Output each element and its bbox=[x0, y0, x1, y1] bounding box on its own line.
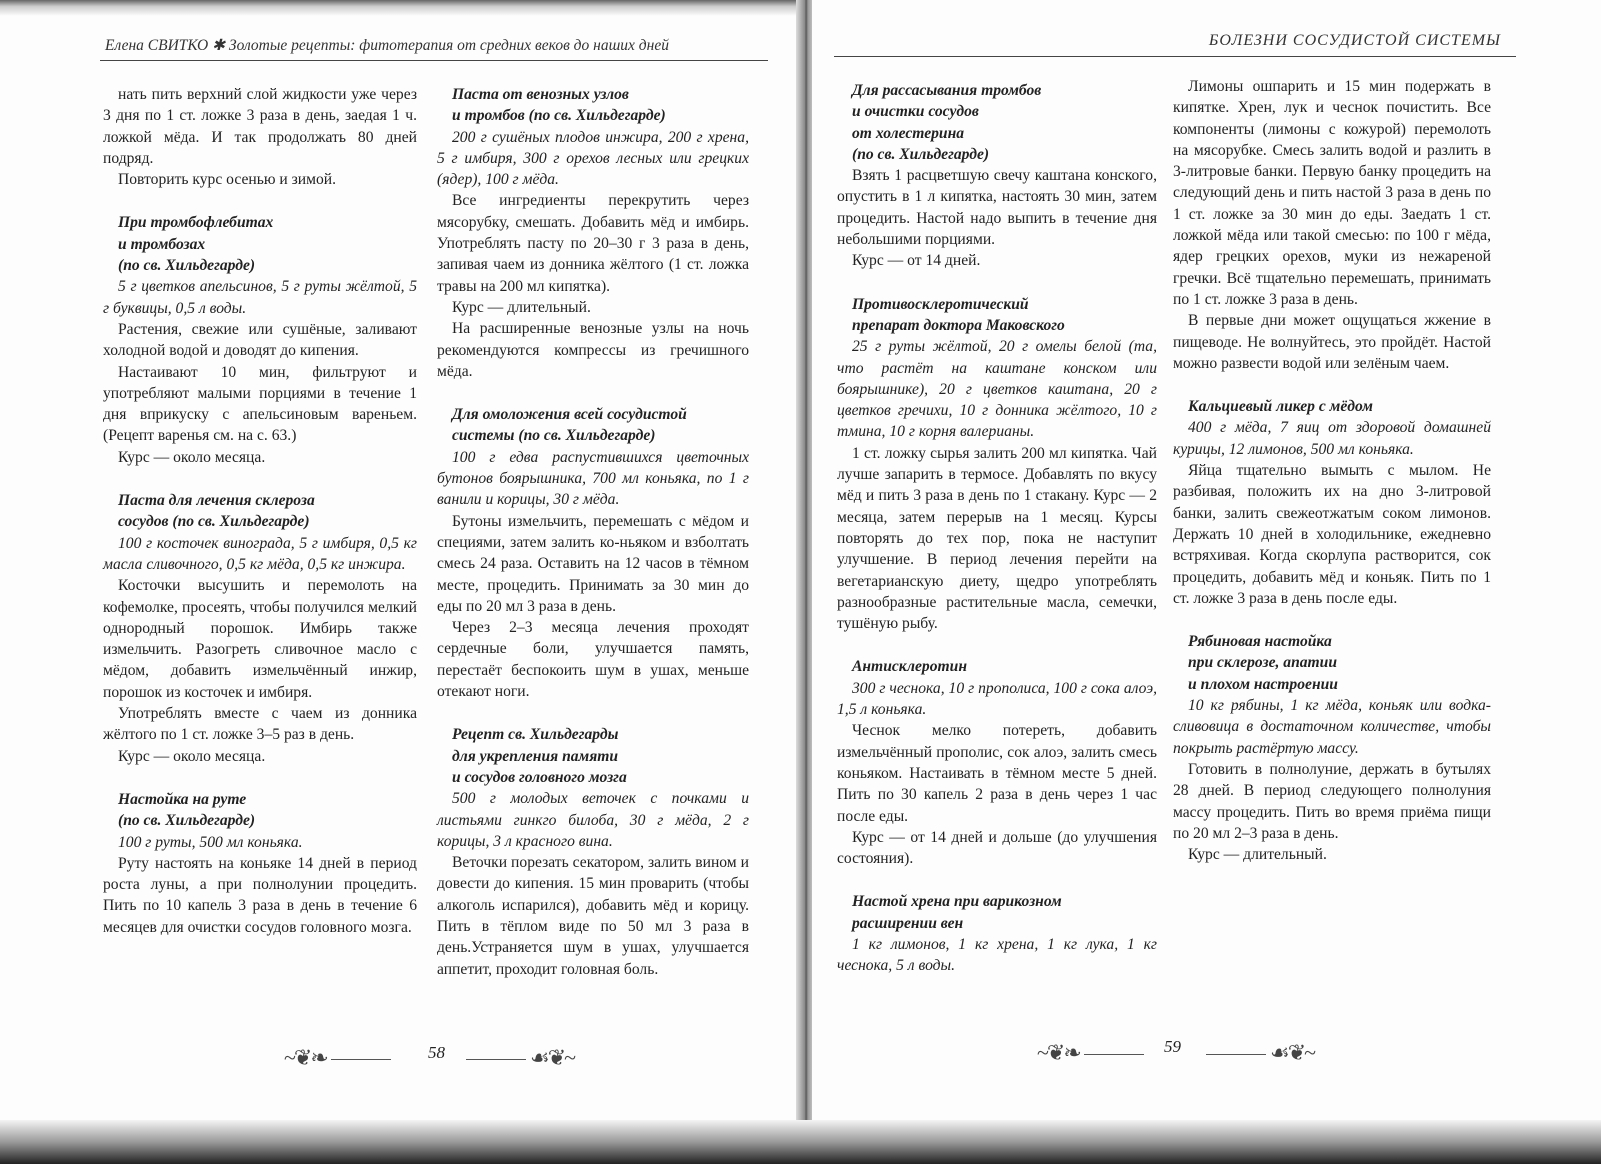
header-rule bbox=[100, 60, 768, 61]
recipe-heading-line: при склерозе, апатии bbox=[1188, 654, 1338, 672]
body-paragraph: 1 ст. ложку сырья залить 200 мл кипятка. Чай лучше запарить в термосе. Добавлять по вкусу мёд и пить 3 раза в день по 1 стакану. Курс — 2 месяца, затем перерыв на 1 месяц. Курсы повторять до тех пор, пока не наступит улучшение. В период лечения перейти на вегетарианскую диету, щедро употреблять разнообразные растительные масла, семечки, тушёную рыбу. bbox=[837, 444, 1157, 633]
recipe-heading-line: (по св. Хильдегарде) bbox=[118, 812, 256, 830]
running-head: БОЛЕЗНИ СОСУДИСТОЙ СИСТЕМЫ bbox=[1208, 32, 1501, 49]
text-column bbox=[103, 84, 417, 938]
recipe-heading bbox=[837, 294, 1157, 337]
page-shadow bbox=[0, 1120, 1601, 1164]
running-head: Елена СВИТКО ✱ Золотые рецепты: фитотерапия от средних веков до наших дней bbox=[105, 37, 669, 54]
ornament-icon: ~❦❧ bbox=[284, 1045, 395, 1071]
ingredients-text: 25 г руты жёлтой, 20 г омелы белой (та, что растёт на каштане конском или боярышнике), 20 г цветков каштана, 20 г цветков гречихи, 10 г донника жёлтого, 10 г тмина, 10 г корня валерианы. bbox=[837, 338, 1157, 441]
body-paragraph: Через 2–3 месяца лечения проходят сердечные боли, улучшается память, перестаёт беспокоить шум в ушах, меньше отекают ноги. bbox=[437, 619, 749, 701]
ingredients-text: 100 г руты, 500 мл коньяка. bbox=[118, 833, 303, 851]
body-paragraph: В первые дни может ощущаться жжение в пищеводе. Не волнуйтесь, это пройдёт. Настой можно развести водой или зелёным чаем. bbox=[1173, 312, 1491, 372]
body-paragraph: Курс — длительный. bbox=[1188, 846, 1327, 864]
ornament-icon: ☙❦~ bbox=[462, 1045, 574, 1071]
text-column bbox=[1173, 76, 1491, 865]
recipe-heading-line: Противосклеротический bbox=[852, 295, 1029, 313]
recipe-heading bbox=[437, 404, 749, 447]
recipe-heading bbox=[103, 490, 417, 533]
recipe-heading-line: и плохом настроении bbox=[1188, 675, 1338, 693]
ingredients-text: 10 кг рябины, 1 кг мёда, коньяк или водка-сливовица в достаточном количестве, чтобы покрыть растёртую массу. bbox=[1173, 697, 1491, 757]
recipe-heading-line: и тромбозах bbox=[118, 235, 206, 253]
recipe-heading-line: Антисклеротин bbox=[852, 658, 967, 676]
body-paragraph: Употреблять вместе с чаем из донника жёлтого по 1 ст. ложке 3–5 раз в день. bbox=[103, 705, 417, 744]
recipe-heading-line: от холестерина bbox=[852, 124, 965, 142]
body-paragraph: Взять 1 расцветшую свечу каштана конского, опустить в 1 л кипятка, настоять 30 мин, затем процедить. Настой надо выпить в течение дня небольшими порциями. bbox=[837, 167, 1157, 249]
recipe-heading-line: Паста от венозных узлов bbox=[452, 86, 629, 103]
body-paragraph: Курс — около месяца. bbox=[118, 448, 266, 466]
body-paragraph: Веточки порезать секатором, залить вином и довести до кипения. 15 мин проварить (чтобы алкоголь испарился), добавить мёд и корицу. Пить в тёплом виде по 50 мл 3 раза в день.Устраняется шум в ушах, улучшается аппетит, проходит головная боль. bbox=[437, 854, 749, 978]
recipe-heading bbox=[437, 84, 749, 127]
body-paragraph: нать пить верхний слой жидкости уже через 3 дня по 1 ст. ложке 3 раза в день, заедая 1 ч. ложкой мёда. И так продолжать 80 дней подряд. bbox=[103, 86, 417, 167]
recipe-heading-line: препарат доктора Маковского bbox=[852, 316, 1065, 334]
body-paragraph: Курс — длительный. bbox=[452, 298, 591, 316]
recipe-heading bbox=[837, 656, 1157, 677]
page-number: 59 bbox=[1164, 1037, 1181, 1056]
ingredients-text: 500 г молодых веточек с почками и листьями гинкго билоба, 30 г мёда, 2 г корицы, 3 л красного вина. bbox=[437, 790, 749, 850]
body-paragraph: Повторить курс осенью и зимой. bbox=[118, 171, 337, 189]
recipe-heading-line: и тромбов (по св. Хильдегарде) bbox=[452, 107, 666, 125]
body-paragraph: Настаивают 10 мин, фильтруют и употребляют малыми порциями в течение 1 дня вприкуску с апельсиновым вареньем. (Рецепт варенья см. на с. 63.) bbox=[103, 363, 417, 445]
recipe-heading bbox=[103, 789, 417, 832]
recipe-heading-line: Для рассасывания тромбов bbox=[852, 82, 1042, 99]
recipe-heading-line: (по св. Хильдегарде) bbox=[118, 257, 256, 275]
body-paragraph: Курс — от 14 дней и дольше (до улучшения состояния). bbox=[837, 828, 1157, 868]
recipe-heading bbox=[1173, 396, 1491, 417]
ingredients-text: 300 г чеснока, 10 г прополиса, 100 г сока алоэ, 1,5 л коньяка. bbox=[837, 679, 1157, 719]
header-rule bbox=[834, 56, 1516, 57]
ingredients-text: 100 г косточек винограда, 5 г имбиря, 0,5 кг масла сливочного, 0,5 кг мёда, 0,5 кг инжира. bbox=[103, 534, 417, 573]
left-page bbox=[0, 0, 800, 1164]
body-paragraph: На расширенные венозные узлы на ночь рекомендуются компрессы из гречишного мёда. bbox=[437, 320, 749, 380]
recipe-heading bbox=[1173, 631, 1491, 695]
recipe-heading-line: Паста для лечения склероза bbox=[118, 492, 315, 510]
recipe-heading bbox=[103, 212, 417, 276]
recipe-heading-line: Рябиновая настойка bbox=[1188, 633, 1332, 651]
ingredients-text: 5 г цветков апельсинов, 5 г руты жёлтой, 5 г буквицы, 0,5 л воды. bbox=[103, 278, 417, 317]
page-number: 58 bbox=[428, 1043, 445, 1062]
ingredients-text: 100 г едва распустившихся цветочных бутонов боярышника, 700 мл коньяка, по 1 г ванили и корицы, 30 г мёда. bbox=[437, 448, 749, 509]
recipe-heading-line: и сосудов головного мозга bbox=[452, 768, 627, 786]
ingredients-text: 200 г сушёных плодов инжира, 200 г хрена, 5 г имбиря, 300 г орехов лесных или грецких (ядер), 100 г мёда. bbox=[437, 128, 749, 189]
recipe-heading bbox=[837, 891, 1157, 934]
text-column bbox=[837, 80, 1157, 977]
recipe-heading-line: При тромбофлебитах bbox=[118, 214, 274, 232]
recipe-heading-line: для укрепления памяти bbox=[452, 747, 619, 765]
body-paragraph: Яйца тщательно вымыть с мылом. Не разбивая, положить их на дно 3-литровой банки, залить свежеотжатым соком лимонов. Держать 10 дней в холодильнике, ежедневно встряхивая. Когда скорлупа растворится, сок процедить, добавить мёд и коньяк. Пить по 1 ст. ложке 3 раза в день после еды. bbox=[1173, 462, 1491, 607]
recipe-heading-line: и очистки сосудов bbox=[852, 103, 979, 121]
body-paragraph: Курс — около месяца. bbox=[118, 747, 266, 765]
ornament-icon: ~❦❧ bbox=[1037, 1040, 1148, 1066]
body-paragraph: Лимоны ошпарить и 15 мин подержать в кипятке. Хрен, лук и чеснок почистить. Все компоненты (лимоны с кожурой) перемолоть на мясорубке. Смесь залить водой и разлить в 3-литровые банки. Первую банку процедить на следующий день и пить настой 3 раза в день по 1 ст. ложке за 30 мин до еды. Заедать 1 ст. ложкой мёда или такой смесью: по 100 г мёда, ядер грецких орехов, муки из нежареной гречки. Всё тщательно перемешать, принимать по 1 ст. ложке 3 раза в день. bbox=[1173, 78, 1491, 308]
recipe-heading-line: Кальциевый ликер с мёдом bbox=[1188, 398, 1373, 416]
body-paragraph: Косточки высушить и перемолоть на кофемолке, просеять, чтобы получился мелкий однородный порошок. Имбирь также измельчить. Разогреть сливочное масло с мёдом, добавить измельчённый инжир, порошок из косточек и имбиря. bbox=[103, 577, 417, 701]
body-paragraph: Руту настоять на коньяке 14 дней в период роста луны, а при полнолунии процедить. Пить по 10 капель 3 раза в день в течение 6 месяцев для очистки сосудов головного мозга. bbox=[103, 854, 417, 936]
body-paragraph: Все ингредиенты перекрутить через мясорубку, смешать. Добавить мёд и имбирь. Употреблять пасту по 20–30 г 3 раза в день, запивая чаем из донника жёлтого (1 ст. ложка травы на 200 мл кипятка). bbox=[437, 192, 749, 295]
recipe-heading-line: системы (по св. Хильдегарде) bbox=[452, 427, 656, 445]
right-page bbox=[812, 0, 1601, 1164]
recipe-heading-line: Для омоложения всей сосудистой bbox=[452, 406, 687, 424]
body-paragraph: Курс — от 14 дней. bbox=[852, 252, 981, 270]
recipe-heading-line: (по св. Хильдегарде) bbox=[852, 145, 990, 163]
recipe-heading-line: сосудов (по св. Хильдегарде) bbox=[118, 513, 310, 531]
recipe-heading-line: расширении вен bbox=[852, 914, 964, 932]
body-paragraph: Бутоны измельчить, перемешать с мёдом и специями, затем залить ко-ньяком и взболтать смесь 24 раза. Оставить на 12 часов в тёмном месте, процедить. Принимать за 30 мин до еды по 20 мл 3 раза в день. bbox=[437, 512, 749, 615]
ingredients-text: 1 кг лимонов, 1 кг хрена, 1 кг лука, 1 кг чеснока, 5 л воды. bbox=[837, 935, 1157, 975]
text-column bbox=[437, 84, 749, 980]
recipe-heading-line: Настойка на руте bbox=[118, 790, 247, 808]
body-paragraph: Растения, свежие или сушёные, заливают холодной водой и доводят до кипения. bbox=[103, 320, 417, 360]
recipe-heading bbox=[437, 724, 749, 788]
ingredients-text: 400 г мёда, 7 яиц от здоровой домашней курицы, 12 лимонов, 500 мл коньяка. bbox=[1173, 419, 1491, 458]
ornament-icon: ☙❦~ bbox=[1202, 1040, 1314, 1066]
body-paragraph: Готовить в полнолуние, держать в бутылях 28 дней. В период следующего полнолуния массу процедить. Пить во время приёма пищи по 20 мл 2–3 раза в день. bbox=[1173, 760, 1491, 842]
page-shadow bbox=[0, 0, 800, 16]
body-paragraph: Чеснок мелко потереть, добавить измельчённый прополис, сок алоэ, залить смесь коньяком. Настаивать в тёмном месте 5 дней. Пить по 30 капель 2 раза в день через 1 час после еды. bbox=[837, 722, 1157, 825]
recipe-heading bbox=[837, 80, 1157, 165]
recipe-heading-line: Настой хрена при варикозном bbox=[852, 893, 1062, 911]
recipe-heading-line: Рецепт св. Хильдегарды bbox=[452, 726, 619, 744]
